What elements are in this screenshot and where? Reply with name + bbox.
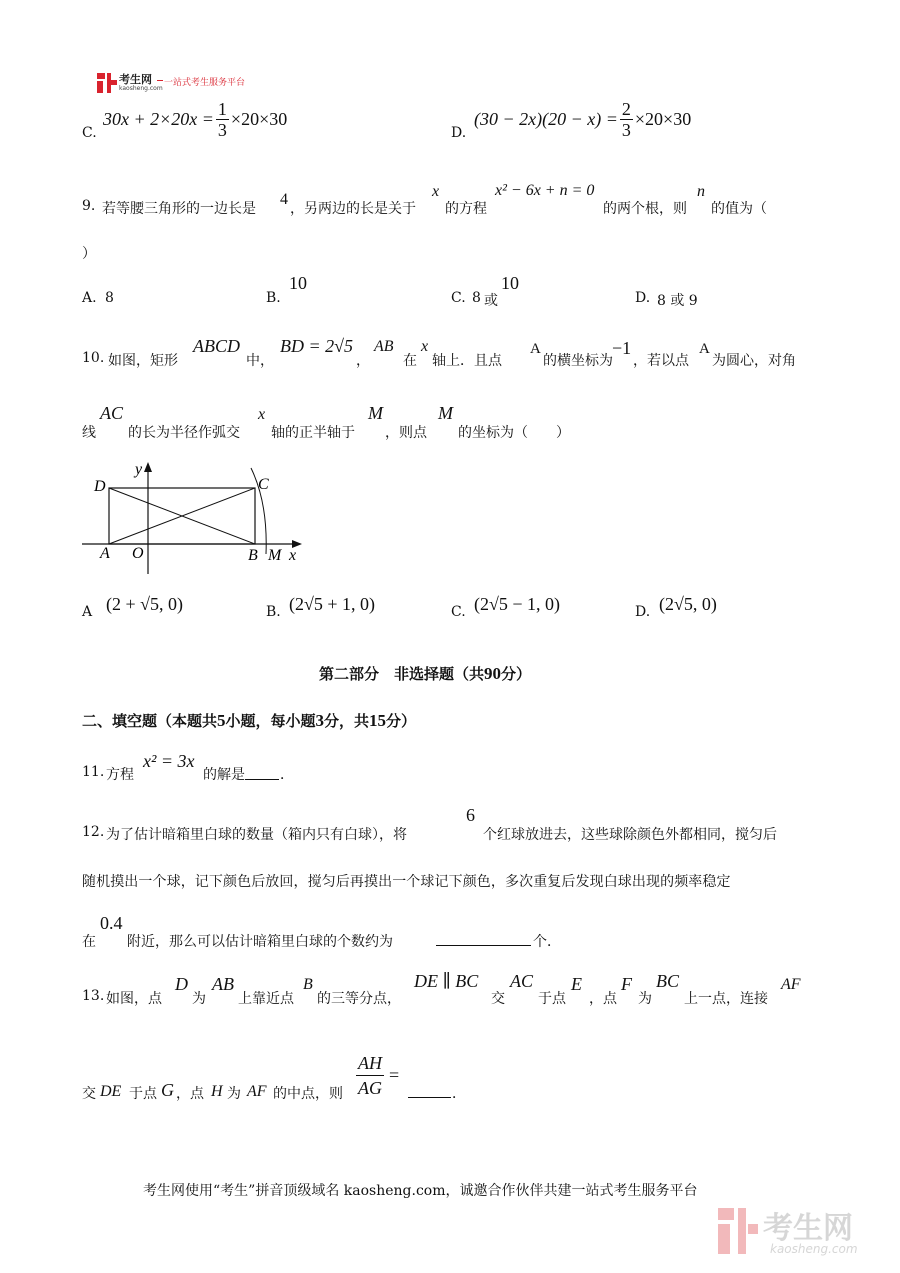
q8-option-c-expr (103, 100, 287, 139)
q13-ac: AC (510, 971, 534, 991)
section2-b: 小题，每小题 (225, 712, 316, 730)
logo (96, 72, 118, 98)
q8-c-right: ×20×30 (230, 109, 288, 129)
q13-t6: 于点 (538, 991, 566, 1007)
slogan: 一站式考生服务平台 (164, 78, 246, 88)
q11-text-3: ． (280, 767, 294, 783)
q10-line2-1: 线 (82, 425, 96, 441)
q12-six: 6 (466, 805, 475, 825)
q8-d-frac-den: 3 (621, 120, 631, 140)
q9-option-c-value-2: 10 (501, 273, 519, 293)
q13-h: H (211, 1083, 223, 1100)
q10-bd-equation: BD = 2√5 (280, 336, 354, 356)
watermark-domain: kaosheng.com (770, 1242, 858, 1256)
q11-text-2: 的解是 (203, 767, 245, 783)
q13-ab: AB (212, 974, 234, 994)
footer-text: 考生网使用“考生”拼音顶级域名 kaosheng.com，诚邀合作伙伴共建一站式考生服务平台 (143, 1183, 698, 1199)
q9-text-4: 的两个根，则 (603, 201, 687, 217)
q10-point-a-2: A (699, 341, 710, 357)
q8-option-c-label: C. (82, 125, 97, 141)
label-d: D (94, 478, 106, 495)
q9-option-a-value: 8 (105, 290, 114, 306)
q13-ratio (354, 1054, 399, 1097)
q10-text-2: 中， (246, 353, 274, 369)
q9-option-d-value: 8 或 9 (657, 293, 698, 309)
y-axis-arrow-icon (144, 462, 152, 472)
q10-option-d-label: D. (635, 604, 651, 620)
logo-separator (157, 80, 163, 81)
q10-rect-name: ABCD (193, 336, 240, 356)
q13-l2-4: 为 (227, 1086, 241, 1102)
q13-d: D (175, 974, 188, 994)
q10-text-3: ， (356, 353, 370, 369)
q10-neg-one: −1 (612, 338, 632, 358)
q10-m-1: M (368, 403, 383, 423)
q10-text-4: 在 (403, 353, 417, 369)
q10-line2-2: 的长为半径作弧交 (128, 425, 240, 441)
q10-x-2: x (258, 406, 266, 423)
q10-option-a-value: (2 + √5, 0) (106, 594, 184, 614)
section2-n3: 15 (369, 711, 387, 730)
q13-answer-blank[interactable] (408, 1085, 451, 1098)
q10-option-c-value: (2√5 − 1, 0) (474, 594, 561, 614)
q13-t9: 上一点，连接 (684, 991, 768, 1007)
q8-c-fraction (216, 100, 229, 139)
q13-equals: = (389, 1065, 400, 1085)
q10-option-d-value: (2√5, 0) (659, 594, 717, 614)
q8-c-frac-num: 1 (217, 99, 227, 119)
q9-var-n: n (697, 183, 705, 200)
q13-end: ． (452, 1086, 466, 1102)
q13-af: AF (781, 976, 801, 993)
q9-option-a-label: A. (82, 290, 97, 306)
q13-t5: 交 (491, 991, 505, 1007)
watermark-text: 考生网 (763, 1211, 853, 1246)
q13-frac-num: AH (356, 1054, 384, 1076)
q13-l2-2: 于点 (129, 1086, 157, 1102)
q9-value-4: 4 (280, 191, 288, 208)
section2-c: 分，共 (324, 712, 370, 730)
q13-l2-5: 的中点，则 (273, 1086, 343, 1102)
q13-t2: 为 (192, 991, 206, 1007)
q9-number: 9. (82, 198, 96, 214)
q10-x-1: x (421, 338, 429, 355)
q12-line3-1: 在 (82, 934, 96, 950)
part2-title-num: 90 (484, 664, 502, 683)
q12-line-2: 随机摸出一个球，记下颜色后放回，搅匀后再摸出一个球记下颜色，多次重复后发现白球出现的频率稳定 (82, 874, 731, 890)
q8-d-fraction (620, 100, 633, 139)
q13-t8: 为 (638, 991, 652, 1007)
q10-text-5: 轴上．且点 (432, 353, 502, 369)
q13-b: B (303, 976, 313, 993)
q10-option-b-value: (2√5 + 1, 0) (289, 594, 376, 614)
q10-m-2: M (438, 403, 453, 423)
q10-point-a-1: A (530, 341, 541, 357)
part2-title-b: 分） (501, 665, 532, 683)
q11-answer-blank[interactable] (245, 766, 279, 780)
q8-c-frac-den: 3 (217, 120, 227, 140)
label-a: A (100, 545, 110, 562)
label-c: C (258, 476, 269, 493)
q9-close-paren: ） (82, 246, 96, 262)
q9-var-x: x (432, 183, 440, 200)
q10-line2-4: ，则点 (385, 425, 427, 441)
q13-de: DE (100, 1083, 122, 1100)
logo-domain: kaosheng.com (119, 85, 163, 92)
q10-text-7: ，若以点 (633, 353, 689, 369)
q13-g: G (161, 1080, 174, 1100)
q13-f: F (621, 974, 632, 994)
label-x: x (289, 547, 297, 564)
q10-option-c-label: C. (451, 604, 466, 620)
q13-fraction (356, 1054, 384, 1097)
q13-de-parallel-bc: DE ∥ BC (414, 971, 479, 991)
q12-text-2: 个红球放进去，这些球除颜色外都相同，搅匀后 (483, 827, 777, 843)
q12-line3-3: 个． (533, 934, 561, 950)
q9-equation: x² − 6x + n = 0 (495, 182, 595, 199)
q13-l2-1: 交 (82, 1086, 96, 1102)
q9-option-c-value-1: 8 (472, 290, 481, 306)
q10-number: 10. (82, 350, 105, 366)
section2-title (82, 710, 416, 731)
q9-option-c-or: 或 (484, 293, 498, 309)
q12-number: 12. (82, 824, 105, 840)
q10-text-8: 为圆心，对角 (712, 353, 796, 369)
q9-text-1: 若等腰三角形的一边长是 (102, 201, 256, 217)
q9-text-3: 的方程 (445, 201, 487, 217)
q9-text-2: ，另两边的长是关于 (290, 201, 416, 217)
section2-n1: 5 (217, 711, 226, 730)
q11-equation: x² = 3x (143, 751, 195, 771)
q12-answer-blank[interactable] (436, 933, 531, 946)
logo-icon (96, 72, 118, 94)
q8-d-left: (30 − 2x)(20 − x) = (474, 109, 618, 129)
q10-text-1: 如图，矩形 (108, 353, 178, 369)
q8-option-d-expr (474, 100, 691, 139)
q13-af-2: AF (247, 1083, 267, 1100)
q13-frac-den: AG (358, 1078, 382, 1098)
q13-e: E (571, 974, 582, 994)
q12-value: 0.4 (100, 913, 123, 933)
q10-option-b-label: B. (266, 604, 281, 620)
section2-a: 二、填空题（本题共 (82, 712, 218, 730)
q13-bc: BC (656, 971, 680, 991)
q13-l2-3: ，点 (176, 1086, 204, 1102)
q11-text-1: 方程 (106, 767, 134, 783)
q8-c-left: 30x + 2×20x = (103, 109, 214, 129)
q10-text-6: 的横坐标为 (543, 353, 613, 369)
q8-d-right: ×20×30 (634, 109, 692, 129)
q9-option-c-label: C. (451, 290, 466, 306)
q8-d-frac-num: 2 (621, 99, 631, 119)
label-m: M (268, 547, 282, 564)
q9-option-b-value: 10 (289, 273, 307, 293)
q13-t4: 的三等分点， (317, 991, 401, 1007)
section2-d: 分） (386, 712, 417, 730)
label-b: B (248, 547, 258, 564)
watermark (716, 1206, 760, 1260)
q13-number: 13. (82, 988, 105, 1004)
q10-ab: AB (374, 338, 394, 355)
part2-title (319, 663, 531, 684)
q8-option-d-label: D. (451, 125, 467, 141)
part2-title-a: 第二部分 非选择题（共 (319, 665, 485, 683)
q10-line2-5: 的坐标为（ ） (458, 425, 570, 441)
logo-text: 考生网 (119, 73, 152, 86)
q13-t3: 上靠近点 (238, 991, 294, 1007)
q10-ac: AC (100, 403, 124, 423)
q10-figure (78, 458, 308, 580)
watermark-logo-icon (716, 1206, 760, 1256)
q9-text-5: 的值为（ (711, 201, 767, 217)
q11-number: 11. (82, 764, 105, 780)
q9-option-d-label: D. (635, 290, 651, 306)
q13-t7: ，点 (589, 991, 617, 1007)
q12-line3-2: 附近，那么可以估计暗箱里白球的个数约为 (127, 934, 393, 950)
label-y: y (135, 461, 143, 478)
section2-n2: 3 (315, 711, 325, 730)
q10-option-a-label: A (82, 604, 93, 620)
q13-t1: 如图，点 (106, 991, 162, 1007)
label-o: O (132, 545, 144, 562)
q10-line2-3: 轴的正半轴于 (271, 425, 355, 441)
q9-option-b-label: B. (266, 290, 281, 306)
q12-text-1: 为了估计暗箱里白球的数量（箱内只有白球），将 (106, 827, 407, 843)
